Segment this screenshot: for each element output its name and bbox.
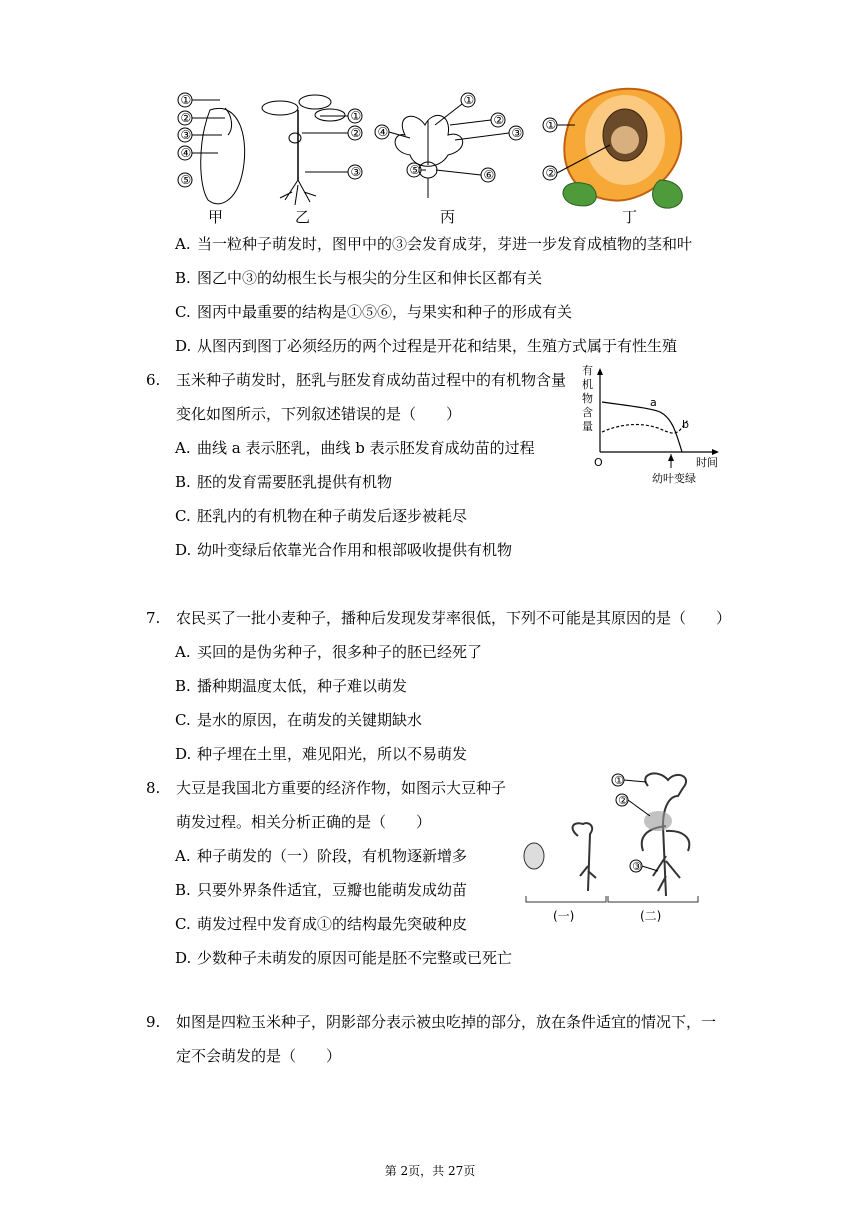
q7-stem: 7. 农民买了一批小麦种子，播种后发现发芽率很低，下列不可能是其原因的是（ ） (146, 609, 732, 627)
figure-jia (178, 93, 245, 226)
jia-mark-3: ③ (180, 128, 192, 142)
label-yi: 乙 (295, 208, 311, 226)
q6-marker-label: 幼叶变绿 (652, 472, 696, 485)
q8-option-b: B. 只要外界条件适宜，豆瓣也能萌发成幼苗 (175, 881, 468, 899)
jia-mark-2: ② (180, 111, 192, 125)
q9-stem-line2: 定不会萌发的是（ ） (176, 1047, 342, 1065)
bing-mark-5: ⑤ (409, 163, 421, 177)
q8-mark-2: ② (618, 794, 628, 807)
q6-stem-line1: 6. 玉米种子萌发时，胚乳与胚发育成幼苗过程中的有机物含量 (146, 371, 567, 389)
figure-bing (375, 93, 523, 226)
q6-stem-line2: 变化如图所示，下列叙述错误的是（ ） (176, 405, 462, 423)
q6-option-a: A. 曲线 a 表示胚乳，曲线 b 表示胚发育成幼苗的过程 (175, 439, 535, 457)
q6-graph (580, 362, 730, 488)
page-footer: 第 2页，共 27页 (384, 1164, 476, 1178)
q6-option-c: C. 胚乳内的有机物在种子萌发后逐步被耗尽 (175, 507, 468, 525)
ding-mark-1: ① (545, 118, 557, 132)
q8-mark-1: ① (614, 774, 624, 787)
q6-option-b: B. 胚的发育需要胚乳提供有机物 (175, 473, 393, 491)
q8-option-a: A. 种子萌发的（一）阶段，有机物逐新增多 (175, 847, 468, 865)
label-jia: 甲 (208, 208, 224, 226)
q8-stem-line1: 8. 大豆是我国北方重要的经济作物，如图示大豆种子 (146, 779, 507, 797)
q6-xlabel: 时间 (696, 456, 718, 469)
figure-ding (543, 89, 682, 226)
q8-stage-1: (一) (553, 909, 575, 923)
q8-seed (524, 843, 544, 869)
q7-option-b: B. 播种期温度太低，种子难以萌发 (175, 677, 408, 695)
bing-mark-2: ② (493, 113, 505, 127)
q8-mark-3: ③ (632, 860, 642, 873)
ding-mark-2: ② (545, 166, 557, 180)
q6-option-d: D. 幼叶变绿后依靠光合作用和根部吸收提供有机物 (175, 541, 513, 559)
bing-mark-6: ⑥ (483, 168, 495, 182)
q5-option-a: A. 当一粒种子萌发时，图甲中的③会发育成芽，芽进一步发育成植物的茎和叶 (175, 235, 693, 253)
q6-origin: O (594, 456, 603, 469)
q8-option-d: D. 少数种子未萌发的原因可能是胚不完整或已死亡 (175, 949, 513, 967)
q7-option-a: A. 买回的是伪劣种子，很多种子的胚已经死了 (175, 643, 483, 661)
q9-stem-line1: 9. 如图是四粒玉米种子，阴影部分表示被虫吃掉的部分，放在条件适宜的情况下，一 (146, 1013, 717, 1031)
q6-curve-a (602, 402, 682, 452)
q8-stem-line2: 萌发过程。相关分析正确的是（ ） (176, 813, 432, 831)
q6-curve-a-label: a (650, 396, 657, 409)
q8-seedling (642, 773, 690, 896)
yi-mark-1: ① (350, 109, 362, 123)
jia-mark-1: ① (180, 93, 192, 107)
q5-option-b: B. 图乙中③的幼根生长与根尖的分生区和伸长区都有关 (175, 269, 543, 287)
q5-option-d: D. 从图丙到图丁必须经历的两个过程是开花和结果，生殖方式属于有性生殖 (175, 337, 678, 355)
q6-ylabel-2: 机 (582, 378, 593, 391)
figure-yi (262, 95, 362, 226)
q8-option-c: C. 萌发过程中发育成①的结构最先突破种皮 (175, 915, 468, 933)
q6-ylabel-5: 量 (582, 420, 593, 433)
yi-mark-3: ③ (350, 165, 362, 179)
q8-figure (518, 766, 728, 926)
bing-mark-3: ③ (511, 126, 523, 140)
jia-mark-4: ④ (180, 146, 192, 160)
q7-option-d: D. 种子埋在土里，难见阳光，所以不易萌发 (175, 745, 468, 763)
top-figure (170, 80, 710, 230)
bing-mark-4: ④ (377, 125, 389, 139)
q8-stage-2: (二) (640, 909, 662, 923)
q7-option-c: C. 是水的原因，在萌发的关键期缺水 (175, 711, 423, 729)
q6-ylabel-1: 有 (582, 364, 593, 377)
label-ding: 丁 (622, 208, 638, 226)
jia-mark-5: ⑤ (180, 173, 192, 187)
q5-option-c: C. 图丙中最重要的结构是①⑤⑥，与果实和种子的形成有关 (175, 303, 573, 321)
q6-ylabel-3: 物 (582, 392, 593, 405)
q6-ylabel-4: 含 (582, 406, 593, 419)
label-bing: 丙 (440, 208, 456, 226)
yi-mark-2: ② (350, 126, 362, 140)
q8-sprout (573, 823, 596, 891)
bing-mark-1: ① (463, 93, 475, 107)
q6-curve-b-label: b (682, 418, 689, 431)
